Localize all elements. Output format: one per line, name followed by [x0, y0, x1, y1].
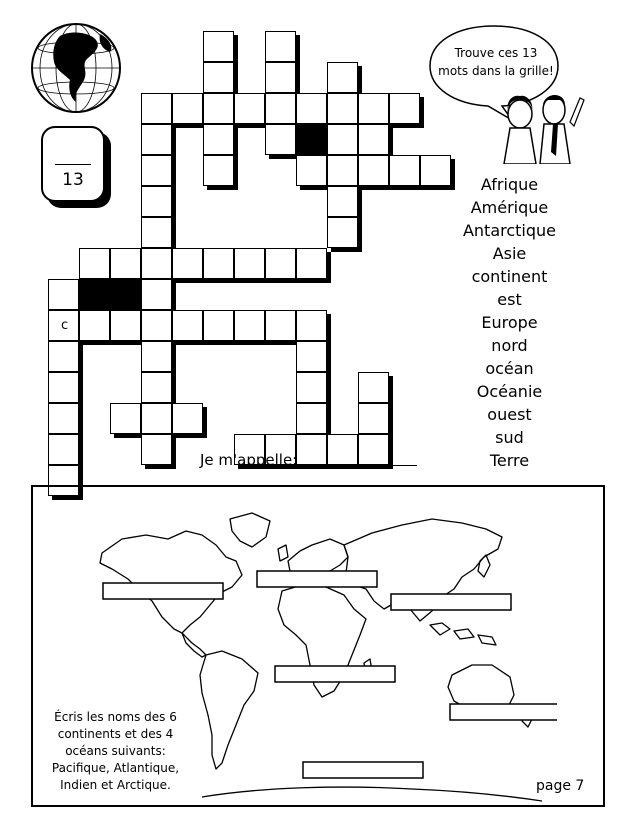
crossword-cell[interactable]	[48, 372, 79, 403]
crossword-cell[interactable]	[389, 155, 420, 186]
crossword-blocked-cell	[79, 279, 110, 310]
crossword-cell[interactable]	[420, 155, 451, 186]
map-label-box[interactable]	[257, 571, 377, 587]
crossword-cell[interactable]	[389, 93, 420, 124]
crossword-cell[interactable]	[141, 217, 172, 248]
crossword-cell[interactable]	[141, 124, 172, 155]
crossword-cell[interactable]	[203, 93, 234, 124]
crossword-blocked-cell	[296, 124, 327, 155]
crossword-cell[interactable]	[141, 434, 172, 465]
crossword-cell[interactable]	[358, 155, 389, 186]
crossword-cell[interactable]	[48, 403, 79, 434]
crossword-cell[interactable]	[141, 155, 172, 186]
word-list-item: Océanie	[476, 382, 543, 401]
crossword-cell[interactable]	[234, 248, 265, 279]
word-list-item: continent	[471, 267, 548, 286]
crossword-cell[interactable]	[327, 62, 358, 93]
crossword-cell[interactable]	[203, 155, 234, 186]
word-list-item: Amérique	[470, 198, 549, 217]
word-list-item: est	[497, 290, 522, 309]
crossword-cell[interactable]	[358, 372, 389, 403]
crossword-cell[interactable]	[296, 93, 327, 124]
crossword-cell[interactable]	[203, 62, 234, 93]
crossword-cell[interactable]	[296, 434, 327, 465]
word-list-item: sud	[495, 428, 524, 447]
crossword-cell[interactable]	[265, 62, 296, 93]
crossword-cell[interactable]	[327, 217, 358, 248]
crossword-cell[interactable]	[141, 93, 172, 124]
crossword-cell[interactable]	[203, 310, 234, 341]
map-label-box[interactable]	[103, 583, 223, 599]
word-list-item: nord	[491, 336, 528, 355]
crossword-cell[interactable]	[141, 279, 172, 310]
crossword-cell[interactable]	[79, 310, 110, 341]
crossword-cell[interactable]	[48, 279, 79, 310]
crossword-cell[interactable]	[358, 93, 389, 124]
word-list-item: Asie	[492, 244, 527, 263]
crossword-cell[interactable]	[172, 310, 203, 341]
crossword-given-letter: c	[61, 318, 69, 333]
crossword-cell[interactable]	[203, 124, 234, 155]
score-total: 13	[62, 170, 84, 190]
crossword-cell[interactable]	[234, 310, 265, 341]
map-label-box[interactable]	[275, 666, 395, 682]
crossword-cell[interactable]	[141, 372, 172, 403]
word-list-item: Antarctique	[462, 221, 557, 240]
map-label-box[interactable]	[303, 762, 423, 778]
word-list-item: Afrique	[480, 175, 539, 194]
crossword-cell[interactable]	[110, 403, 141, 434]
crossword-cell[interactable]	[296, 248, 327, 279]
map-label-box[interactable]	[391, 594, 511, 610]
crossword-cell[interactable]	[358, 403, 389, 434]
crossword-cell[interactable]	[172, 93, 203, 124]
word-list-item: Europe	[481, 313, 538, 332]
crossword-cell[interactable]	[172, 403, 203, 434]
crossword-cell[interactable]	[141, 248, 172, 279]
crossword-cell[interactable]	[48, 434, 79, 465]
crossword-cell[interactable]	[265, 124, 296, 155]
name-label: Je m'appelle:	[200, 451, 298, 469]
crossword-cell[interactable]	[296, 341, 327, 372]
crossword-cell[interactable]	[327, 124, 358, 155]
crossword-cell[interactable]	[358, 124, 389, 155]
crossword-cell[interactable]	[110, 310, 141, 341]
crossword-cell[interactable]	[327, 186, 358, 217]
crossword-cell[interactable]	[141, 403, 172, 434]
name-input-line[interactable]	[299, 465, 417, 466]
word-list	[452, 173, 567, 472]
page-number: page 7	[536, 778, 585, 794]
crossword-blocked-cell	[110, 279, 141, 310]
crossword-cell[interactable]	[265, 31, 296, 62]
crossword-cell[interactable]	[296, 372, 327, 403]
word-list-item: océan	[485, 359, 534, 378]
crossword-cell[interactable]	[265, 93, 296, 124]
word-list-item: Terre	[489, 451, 530, 470]
crossword-cell[interactable]	[265, 310, 296, 341]
cartoon-people-icon	[490, 92, 590, 164]
crossword-cell[interactable]	[296, 403, 327, 434]
crossword-cell[interactable]	[172, 248, 203, 279]
crossword-cell[interactable]	[327, 93, 358, 124]
crossword-cell[interactable]	[203, 248, 234, 279]
crossword-cell[interactable]	[327, 155, 358, 186]
crossword-cell[interactable]	[110, 248, 141, 279]
crossword-cell[interactable]	[327, 434, 358, 465]
crossword-cell[interactable]	[203, 31, 234, 62]
crossword-cell[interactable]	[234, 93, 265, 124]
map-instructions: Écris les noms des 6 continents et des 4 océans suivants: Pacifique, Atlantique, Indien et Arctique.	[51, 710, 180, 792]
crossword-cell[interactable]	[358, 434, 389, 465]
bubble-text: Trouve ces 13 mots dans la grille!	[438, 46, 554, 78]
crossword-cell[interactable]	[48, 310, 79, 341]
crossword-cell[interactable]	[141, 341, 172, 372]
crossword-cell[interactable]	[48, 341, 79, 372]
word-list-item: ouest	[487, 405, 532, 424]
crossword-cell[interactable]	[141, 186, 172, 217]
crossword-cell[interactable]	[79, 248, 110, 279]
crossword-cell[interactable]	[141, 310, 172, 341]
crossword-cell[interactable]	[296, 155, 327, 186]
crossword-cell[interactable]	[265, 248, 296, 279]
crossword-cell[interactable]	[296, 310, 327, 341]
map-label-box[interactable]	[450, 704, 557, 720]
